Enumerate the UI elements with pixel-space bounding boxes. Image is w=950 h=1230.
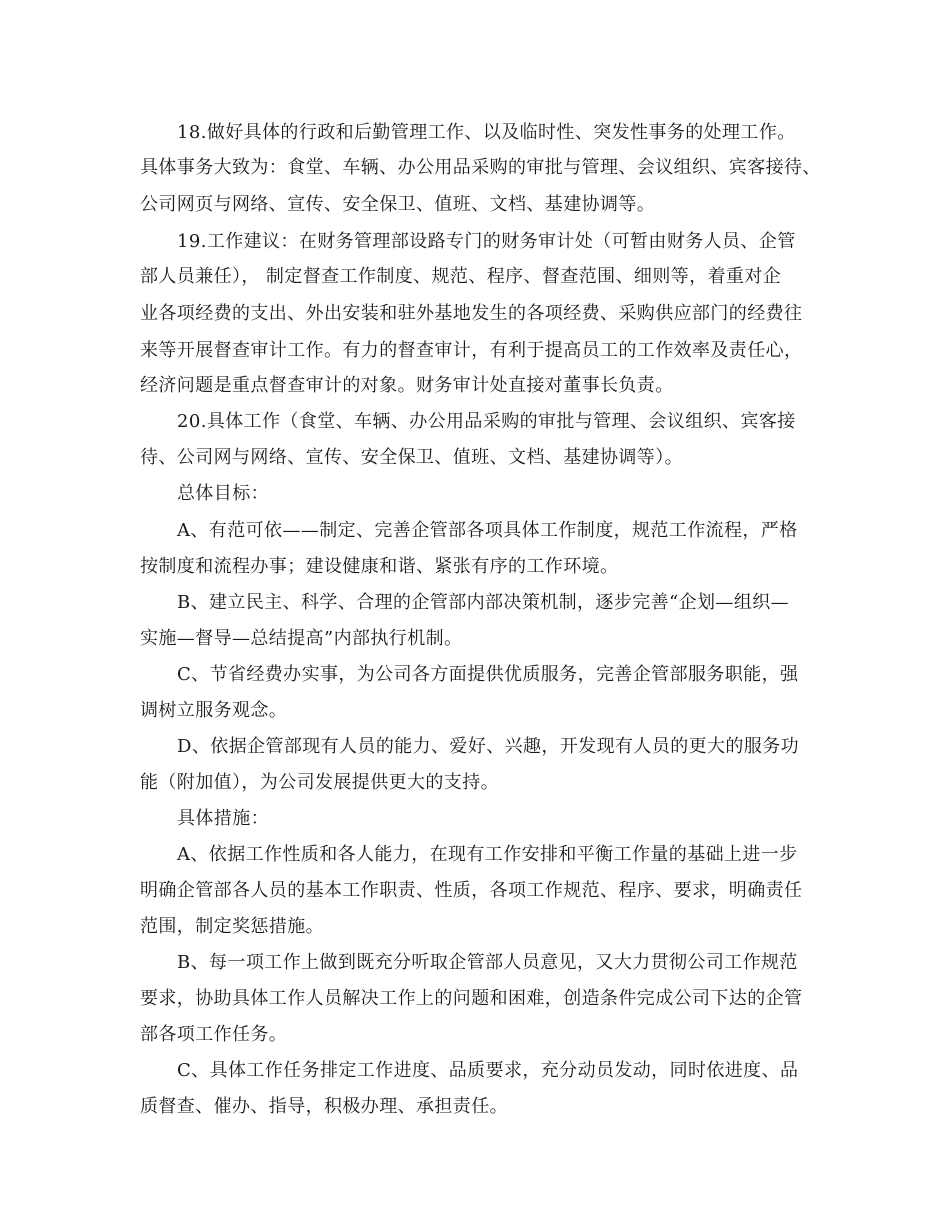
text-line: A、有范可依——制定、完善企管部各项具体工作制度，规范工作流程，严格 bbox=[177, 520, 798, 541]
text-line: 具体事务大致为：食堂、车辆、办公用品采购的审批与管理、会议组织、宾客接待、 bbox=[140, 157, 821, 178]
text-line: 部人员兼任）， 制定督查工作制度、规范、程序、督查范围、细则等，着重对企 bbox=[140, 266, 782, 287]
text-line: 19.工作建议：在财务管理部设路专门的财务审计处（可暂由财务人员、企管 bbox=[177, 231, 796, 252]
text-line: 部各项工作任务。 bbox=[140, 1024, 288, 1045]
text-line: B、每一项工作上做到既充分听取企管部人员意见，又大力贯彻公司工作规范 bbox=[177, 952, 798, 973]
text-line: C、节省经费办实事，为公司各方面提供优质服务，完善企管部服务职能，强 bbox=[177, 664, 799, 685]
text-line: 调树立服务观念。 bbox=[140, 700, 288, 721]
text-line: 经济问题是重点督查审计的对象。财务审计处直接对董事长负责。 bbox=[140, 375, 674, 396]
text-line: B、建立民主、科学、合理的企管部内部决策机制，逐步完善“企划—组织— bbox=[177, 592, 790, 613]
text-line: 明确企管部各人员的基本工作职责、性质，各项工作规范、程序、要求，明确责任 bbox=[140, 880, 803, 901]
text-line: 业各项经费的支出、外出安装和驻外基地发生的各项经费、采购供应部门的经费往 bbox=[140, 303, 803, 324]
text-line: 能（附加值），为公司发展提供更大的支持。 bbox=[140, 772, 499, 793]
text-line: A、依据工作性质和各人能力，在现有工作安排和平衡工作量的基础上进一步 bbox=[177, 844, 798, 865]
text-line: 实施—督导—总结提高”内部执行机制。 bbox=[140, 628, 463, 649]
text-line: 按制度和流程办事；建设健康和谐、紧张有序的工作环境。 bbox=[140, 556, 619, 577]
text-line: 来等开展督查审计工作。有力的督查审计，有利于提高员工的工作效率及责任心， bbox=[140, 340, 803, 361]
text-line: 18.做好具体的行政和后勤管理工作、以及临时性、突发性事务的处理工作。 bbox=[177, 122, 796, 143]
text-line: 公司网页与网络、宣传、安全保卫、值班、文档、基建协调等。 bbox=[140, 194, 656, 215]
text-line: 总体目标： bbox=[177, 483, 269, 504]
text-line: 具体措施： bbox=[177, 808, 269, 829]
text-line: 质督查、催办、指导，积极办理、承担责任。 bbox=[140, 1096, 508, 1117]
text-line: 20.具体工作（食堂、车辆、办公用品采购的审批与管理、会议组织、宾客接 bbox=[177, 411, 796, 432]
text-line: 范围，制定奖惩措施。 bbox=[140, 916, 324, 937]
text-line: C、具体工作任务排定工作进度、品质要求，充分动员发动，同时依进度、品 bbox=[177, 1060, 799, 1081]
text-line: 要求，协助具体工作人员解决工作上的问题和困难，创造条件完成公司下达的企管 bbox=[140, 988, 803, 1009]
text-line: D、依据企管部现有人员的能力、爱好、兴趣，开发现有人员的更大的服务功 bbox=[177, 736, 800, 757]
text-line: 待、公司网与网络、宣传、安全保卫、值班、文档、基建协调等）。 bbox=[140, 447, 683, 468]
